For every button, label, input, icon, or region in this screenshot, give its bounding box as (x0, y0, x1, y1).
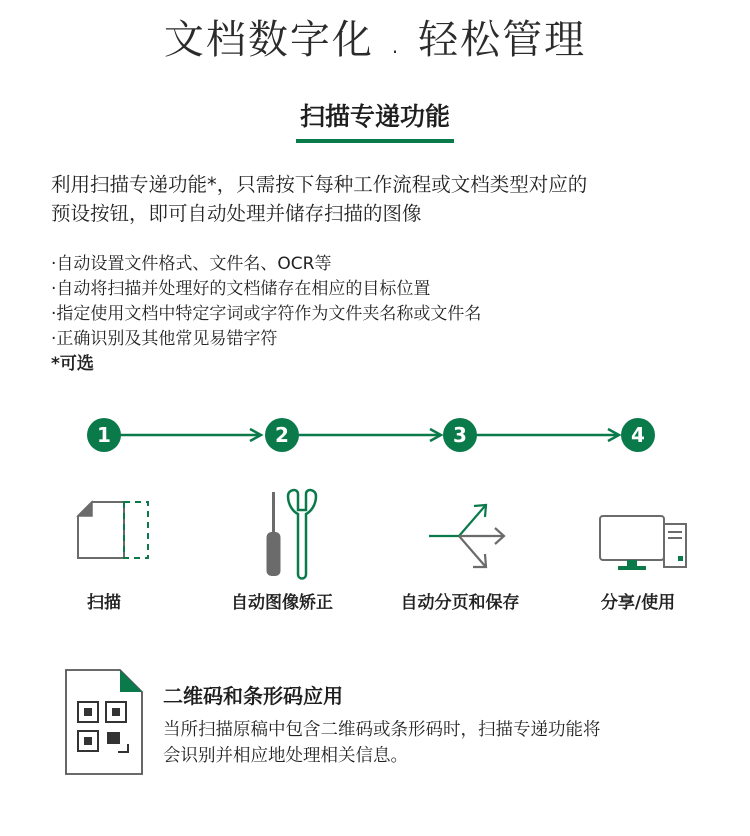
optional-note: *可选 (51, 354, 94, 374)
step-number-3: 3 (443, 418, 477, 452)
step-number-1: 1 (87, 418, 121, 452)
scan-document-icon (70, 488, 160, 572)
barcode-title: 二维码和条形码应用 (163, 684, 343, 708)
feature-item: ·自动设置文件格式、文件名、OCR等 (51, 254, 332, 274)
split-arrows-icon (425, 488, 515, 577)
barcode-desc-line-1: 当所扫描原稿中包含二维码或条形码时，扫描专递功能将 (163, 720, 601, 740)
barcode-description (163, 717, 723, 769)
step-label-3: 自动分页和保存 (400, 593, 520, 613)
screwdriver-wrench-icon (255, 488, 325, 587)
step-flow (0, 418, 750, 458)
desktop-computer-icon (596, 488, 696, 577)
step-number-2: 2 (265, 418, 299, 452)
section-title: 扫描专递功能 (296, 97, 454, 143)
qr-document-icon (64, 668, 146, 782)
intro-paragraph (51, 170, 711, 228)
step-number-4: 4 (621, 418, 655, 452)
page-title: 文档数字化 . 轻松管理 (163, 17, 587, 63)
section-heading (0, 97, 750, 143)
feature-item: ·正确识别及其他常见易错字符 (51, 329, 278, 349)
feature-item: ·自动将扫描并处理好的文档储存在相应的目标位置 (51, 279, 431, 299)
intro-line-2: 预设按钮，即可自动处理并储存扫描的图像 (51, 202, 422, 225)
barcode-desc-line-2: 会识别并相应地处理相关信息。 (163, 746, 408, 766)
step-label-2: 自动图像矫正 (231, 593, 333, 613)
step-label-4: 分享/使用 (600, 593, 676, 613)
intro-line-1: 利用扫描专递功能*，只需按下每种工作流程或文档类型对应的 (51, 173, 588, 196)
feature-item: ·指定使用文档中特定字词或字符作为文件夹名称或文件名 (51, 304, 482, 324)
step-label-1: 扫描 (87, 593, 121, 613)
feature-list (51, 252, 711, 377)
